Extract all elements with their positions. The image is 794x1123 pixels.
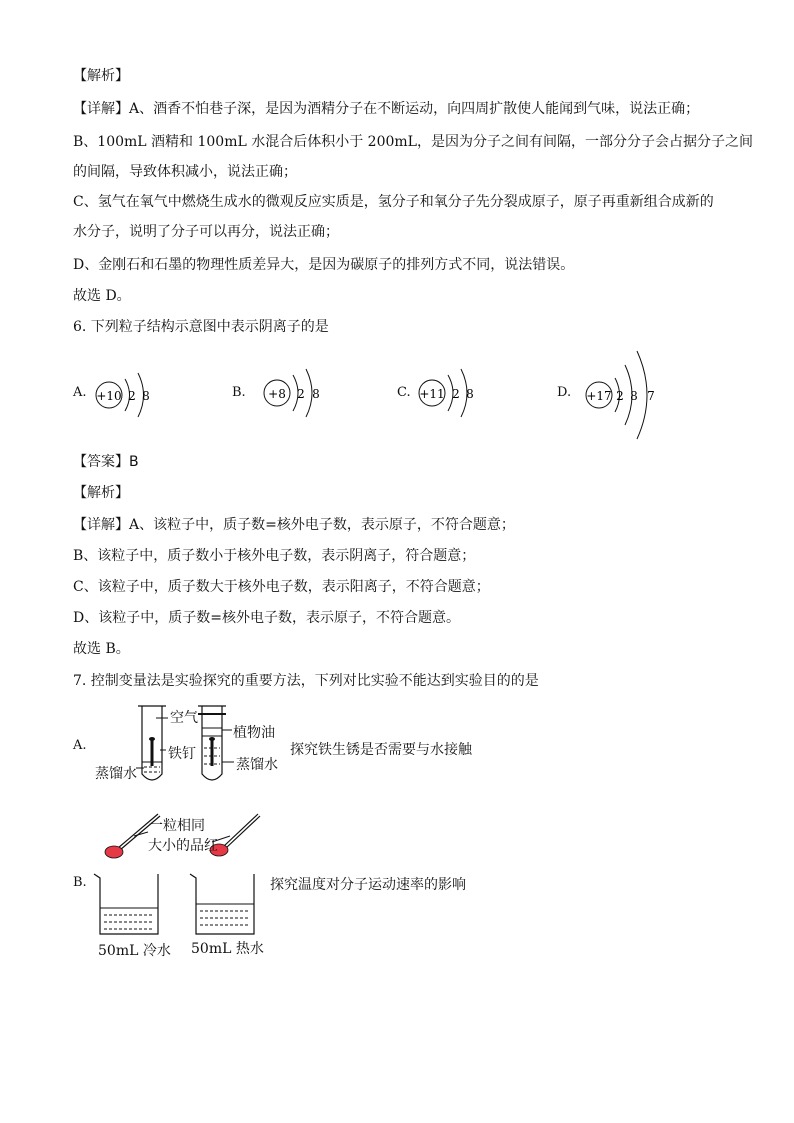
shell-electrons: 2 [616, 389, 624, 403]
label-iron-nail: 铁钉 [168, 746, 196, 762]
option-letter: B. [73, 875, 87, 890]
label-crystal-line-1: 一粒相同 [149, 818, 205, 834]
q5-detail-c-1: C、氢气在氧气中燃烧生成水的微观反应实质是，氢分子和氧分子先分裂成原子，原子再重新组合成新的 [73, 194, 714, 210]
label-distilled-water-left: 蒸馏水 [95, 766, 137, 782]
option-letter: A. [73, 385, 87, 400]
q6-detail-a: 【详解】A、该粒子中，质子数=核外电子数，表示原子，不符合题意； [73, 517, 515, 533]
label-distilled-water-right: 蒸馏水 [236, 757, 278, 773]
atom-structure-diagram [92, 370, 162, 420]
answer-label: 【答案】B [73, 454, 139, 470]
q5-detail-d: D、金刚石和石墨的物理性质差异大，是因为碳原子的排列方式不同，说法错误。 [73, 257, 575, 273]
shell-electrons: 2 [128, 389, 136, 403]
label-air: 空气 [170, 710, 198, 726]
q6-stem: 6. 下列粒子结构示意图中表示阴离子的是 [73, 319, 329, 335]
q5-choice: 故选 D。 [73, 288, 131, 304]
beakers-diagram [90, 870, 260, 940]
option-letter: D. [557, 385, 572, 400]
label-crystal-line-2: 大小的品红 [148, 838, 218, 854]
nucleus-charge: +8 [268, 387, 286, 401]
atom-structure-diagram [262, 367, 332, 419]
q6-detail-b: B、该粒子中，质子数小于核外电子数，表示阴离子，符合题意； [73, 548, 476, 564]
q6-detail-d: D、该粒子中，质子数=核外电子数，表示原子，不符合题意。 [73, 610, 460, 626]
q6-choice: 故选 B。 [73, 641, 130, 657]
q5-detail-a: 【详解】A、酒香不怕巷子深，是因为酒精分子在不断运动，向四周扩散使人能闻到气味，说法正确； [73, 101, 700, 117]
shell-electrons: 2 [452, 387, 460, 401]
option-purpose: 探究温度对分子运动速率的影响 [270, 877, 466, 893]
shell-electrons: 8 [312, 387, 320, 401]
shell-electrons: 8 [466, 387, 474, 401]
q5-detail-b-1: B、100mL 酒精和 100mL 水混合后体积小于 200mL，是因为分子之间有间隔，一部分分子会占据分子之间 [73, 134, 753, 150]
q5-detail-c-2: 水分子，说明了分子可以再分，说法正确； [73, 224, 339, 240]
atom-structure-diagram [417, 367, 487, 419]
option-purpose: 探究铁生锈是否需要与水接触 [290, 742, 472, 758]
atom-structure-diagram [583, 345, 675, 441]
shell-electrons: 8 [630, 389, 638, 403]
nucleus-charge: +10 [96, 389, 122, 403]
shell-electrons: 7 [647, 389, 655, 403]
shell-electrons: 2 [297, 387, 305, 401]
option-letter: A. [73, 738, 87, 753]
option-letter: C. [397, 385, 411, 400]
analysis-label: 【解析】 [73, 68, 129, 84]
analysis-label: 【解析】 [73, 485, 129, 501]
caption-hot-water: 50mL 热水 [191, 941, 264, 957]
q6-detail-c: C、该粒子中，质子数大于核外电子数，表示阳离子，不符合题意； [73, 579, 490, 595]
nucleus-charge: +17 [586, 389, 612, 403]
q5-detail-b-2: 的间隔，导致体积减小，说法正确； [73, 164, 297, 180]
option-letter: B. [232, 385, 246, 400]
label-vegetable-oil: 植物油 [233, 725, 275, 741]
nucleus-charge: +11 [419, 387, 445, 401]
q7-stem: 7. 控制变量法是实验探究的重要方法，下列对比实验不能达到实验目的的是 [73, 673, 539, 689]
caption-cold-water: 50mL 冷水 [98, 943, 171, 959]
shell-electrons: 8 [142, 389, 150, 403]
